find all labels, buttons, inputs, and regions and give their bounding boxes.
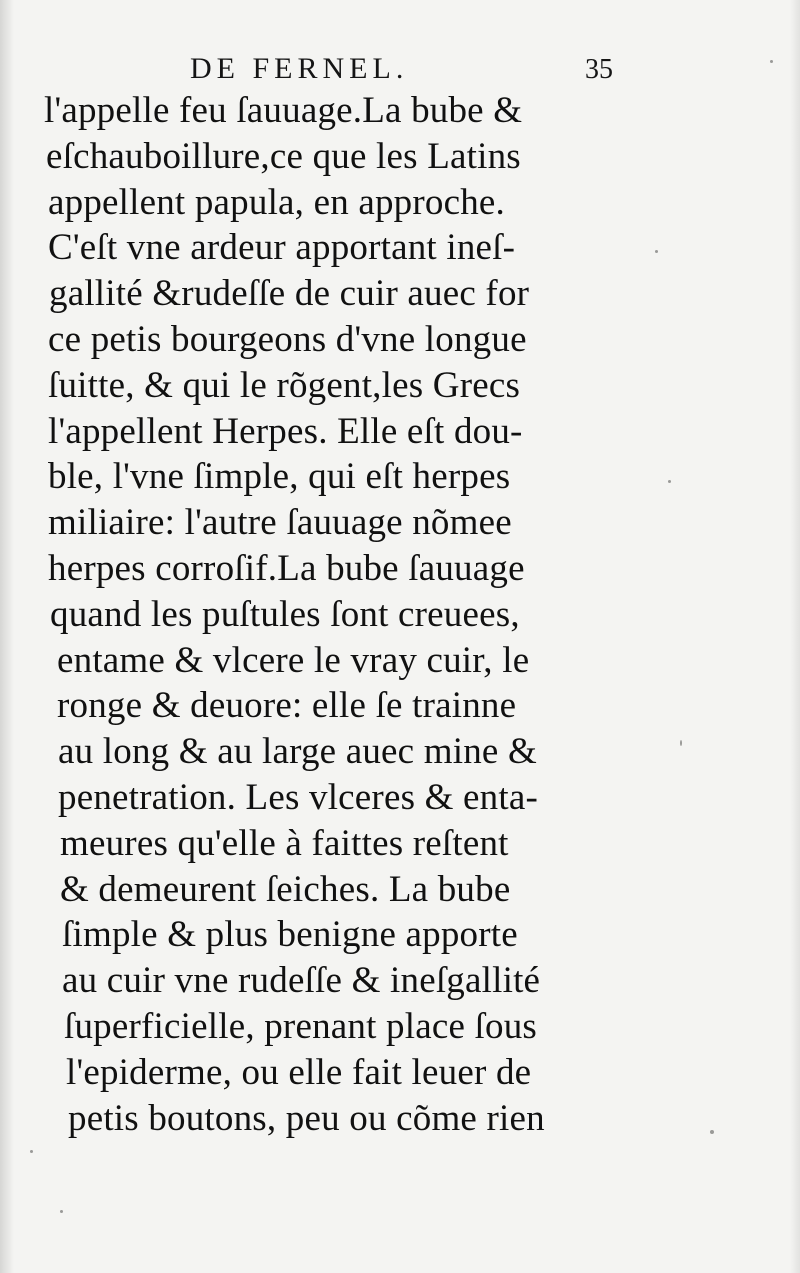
text-line: herpes corroſif.La bube ſauuage <box>48 547 525 589</box>
text-line: ce petis bourgeons d'vne longue <box>48 318 527 360</box>
page-header <box>0 52 800 92</box>
text-line: l'appellent Herpes. Elle eſt dou- <box>48 410 523 452</box>
paper-speck <box>710 1130 714 1134</box>
text-line: petis boutons, peu ou cõme rien <box>68 1097 545 1139</box>
paper-speck <box>30 1150 33 1153</box>
text-line: ronge & deuore: elle ſe trainne <box>57 685 517 727</box>
text-line: ſuitte, & qui le rõgent,les Grecs <box>48 364 521 406</box>
text-line: ſimple & plus benigne apporte <box>62 914 518 956</box>
text-line: au cuir vne rudeſſe & ineſgallité <box>62 960 541 1002</box>
text-line: l'epiderme, ou elle fait leuer de <box>66 1051 532 1093</box>
text-line: C'eſt vne ardeur apportant ineſ- <box>48 227 516 269</box>
text-line: entame & vlcere le vray cuir, le <box>57 639 530 681</box>
text-line: au long & au large auec mine & <box>58 731 537 773</box>
text-line: quand les puſtules ſont creuees, <box>50 593 520 635</box>
page-edge-left <box>0 0 14 1273</box>
text-line: appellent papula, en approche. <box>48 181 505 223</box>
text-line: l'appelle feu ſauuage.La bube & <box>44 90 523 131</box>
text-line: gallité &rudeſſe de cuir auec for <box>49 273 530 315</box>
paper-speck <box>668 480 671 483</box>
page-edge-right <box>790 0 800 1273</box>
paper-speck <box>680 740 682 746</box>
text-line: penetration. Les vlceres & enta- <box>58 776 538 818</box>
body-text <box>44 88 648 1141</box>
text-line: miliaire: l'autre ſauuage nõmee <box>48 502 512 544</box>
text-line: eſchauboillure,ce que les Latins <box>46 135 521 177</box>
text-line: ſuperficielle, prenant place ſous <box>64 1005 538 1047</box>
running-head: DE FERNEL. <box>190 52 409 85</box>
text-line: meures qu'elle à faittes reſtent <box>60 822 509 864</box>
text-line: ble, l'vne ſimple, qui eſt herpes <box>48 456 511 498</box>
paper-speck <box>60 1210 63 1213</box>
text-line: & demeurent ſeiches. La bube <box>60 868 511 910</box>
paper-speck <box>655 250 658 253</box>
page-number: 35 <box>585 54 613 85</box>
